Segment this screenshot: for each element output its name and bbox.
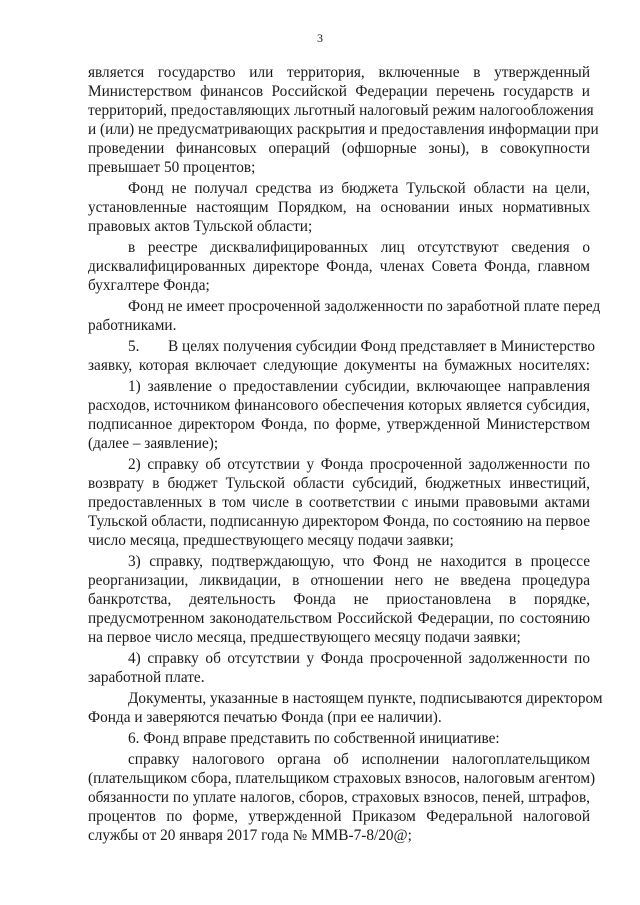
text-line: заработной плате. [88, 669, 205, 686]
text-line: Документы, указанные в настоящем пункте, подписываются директором [128, 690, 603, 707]
text-line: 3) справку, подтверждающую, что Фонд не находится в процессе [128, 553, 590, 570]
text-line: Министерством финансов Российской Федерации перечень государств и [88, 83, 590, 100]
text-line: 1) заявление о предоставлении субсидии, включающее направления [128, 378, 590, 395]
text-line: службы от 20 января 2017 года № ММВ-7-8/20@; [88, 827, 412, 844]
text-line: превышает 50 процентов; [88, 159, 256, 176]
text-line: 2) справку об отсутствии у Фонда просроченной задолженности по [128, 456, 590, 473]
text-line: 4) справку об отсутствии у Фонда просроченной задолженности по [128, 650, 590, 667]
text-line: правовых актов Тульской области; [88, 218, 313, 235]
text-line: установленные настоящим Порядком, на основании иных нормативных [88, 199, 590, 216]
text-line: Фонд не имеет просроченной задолженности по заработной плате перед [128, 298, 601, 315]
text-line [128, 337, 596, 356]
text-line: является государство или территория, включенные в утвержденный [88, 64, 590, 81]
text-line: заявку, которая включает следующие документы на бумажных носителях: [88, 357, 590, 374]
text-line: в реестре дисквалифицированных лиц отсутствуют сведения о [128, 239, 590, 256]
text-line: расходов, источником финансового обеспечения которых является субсидия, [88, 397, 590, 414]
text-line: подписанное директором Фонда, по форме, утвержденной Министерством [88, 416, 590, 433]
text-line: обязанности по уплате налогов, сборов, страховых взносов, пеней, штрафов, [88, 789, 590, 806]
text-line: предусмотренном законодательством Российской Федерации, по состоянию [88, 610, 590, 627]
text-line: справку налогового органа об исполнении налогоплательщиком [128, 751, 590, 768]
text-line-content: В целях получения субсидии Фонд представляет в Министерство [168, 338, 596, 355]
text-line: банкротства, деятельность Фонда не приостановлена в порядке, [88, 591, 590, 608]
text-line: территорий, предоставляющих льготный налоговый режим налогообложения [88, 102, 594, 119]
text-line: возврату в бюджет Тульской области субсидий, бюджетных инвестиций, [88, 475, 590, 492]
item-number: 5. [128, 338, 140, 355]
text-line: дисквалифицированных директоре Фонда, членах Совета Фонда, главном [88, 258, 590, 275]
text-line: (далее – заявление); [88, 435, 219, 452]
text-line: работниками. [88, 317, 177, 334]
text-line: число месяца, предшествующего месяцу подачи заявки; [88, 532, 454, 549]
page-number: 3 [317, 31, 323, 45]
text-line: предоставленных в том числе в соответствии с иными правовыми актами [88, 494, 590, 511]
text-line: (плательщиком сбора, плательщиком страховых взносов, налоговым агентом) [88, 770, 596, 787]
text-line: процентов по форме, утвержденной Приказом Федеральной налоговой [88, 808, 590, 825]
text-line: Фонд не получал средства из бюджета Тульской области на цели, [128, 180, 590, 197]
text-line: бухгалтере Фонда; [88, 277, 210, 294]
text-line: проведении финансовых операций (офшорные зоны), в совокупности [88, 140, 590, 157]
text-line: Тульской области, подписанную директором Фонда, по состоянию на первое [88, 513, 590, 530]
text-line: и (или) не предусматривающих раскрытия и предоставления информации при [88, 121, 599, 138]
text-line: 6. Фонд вправе представить по собственной инициативе: [128, 730, 500, 747]
text-line: Фонда и заверяются печатью Фонда (при ее наличии). [88, 709, 442, 726]
text-line: реорганизации, ликвидации, в отношении него не введена процедура [88, 572, 590, 589]
text-line: на первое число месяца, предшествующего месяцу подачи заявки; [88, 629, 521, 646]
